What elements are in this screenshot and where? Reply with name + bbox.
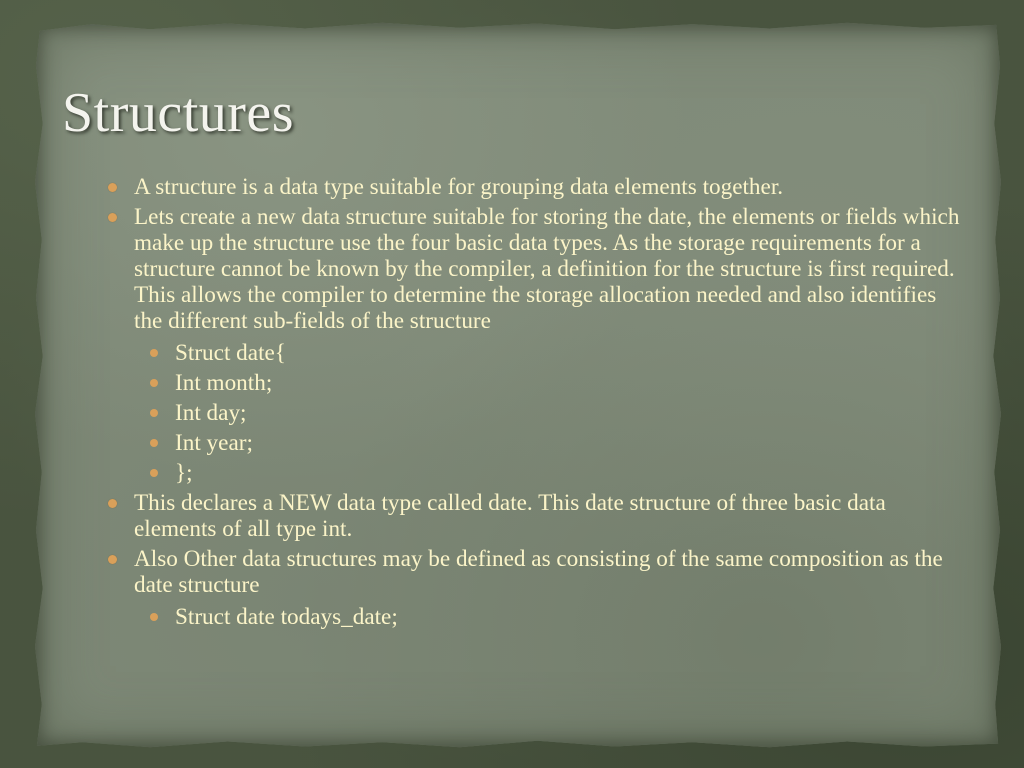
sub-bullet-text: Struct date{: [175, 340, 286, 366]
sub-bullet-item: [104, 428, 964, 458]
sub-bullet-text: Int year;: [175, 430, 253, 456]
sub-bullet-dot-icon: [150, 469, 158, 477]
sub-bullet-dot-icon: [150, 409, 158, 417]
bullet-text: This declares a NEW data type called date. This date structure of three basic data elements of all type int.: [134, 490, 886, 542]
sub-bullet-dot-icon: [150, 349, 158, 357]
bullet-dot-icon: [108, 183, 117, 192]
sub-bullet-item: [104, 398, 964, 428]
bullet-text: Also Other data structures may be defined as consisting of the same composition as the date structure: [134, 546, 943, 598]
sub-bullet-text: Int month;: [175, 370, 273, 396]
bullet-item: [104, 546, 964, 598]
bullet-item: [104, 174, 964, 200]
sub-bullet-item: [104, 368, 964, 398]
bullet-text: A structure is a data type suitable for grouping data elements together.: [134, 174, 784, 200]
sub-bullet-text: Struct date todays_date;: [175, 604, 398, 630]
bullet-text: Lets create a new data structure suitable for storing the date, the elements or fields which make up the structure use the four basic data types. As the storage requirements for a structure cannot be known by the compiler, a definition for the structure is first required. This allows the compiler to determine the storage allocation needed and also identifies the different sub-fields of the structure: [134, 204, 960, 334]
bullet-item: [104, 490, 964, 542]
sub-bullet-list: [104, 602, 964, 632]
sub-bullet-item: [104, 338, 964, 368]
bullet-dot-icon: [108, 213, 117, 222]
bullet-dot-icon: [108, 555, 117, 564]
sub-bullet-list: [104, 338, 964, 488]
bullet-item: [104, 204, 964, 334]
sub-bullet-dot-icon: [150, 439, 158, 447]
sub-bullet-text: };: [175, 460, 193, 486]
sub-bullet-dot-icon: [150, 379, 158, 387]
slide-body: [104, 174, 964, 634]
slide-title: Structures: [62, 82, 295, 144]
bullet-dot-icon: [108, 499, 117, 508]
sub-bullet-item: [104, 602, 964, 632]
sub-bullet-item: [104, 458, 964, 488]
sub-bullet-text: Int day;: [175, 400, 247, 426]
sub-bullet-dot-icon: [150, 613, 158, 621]
